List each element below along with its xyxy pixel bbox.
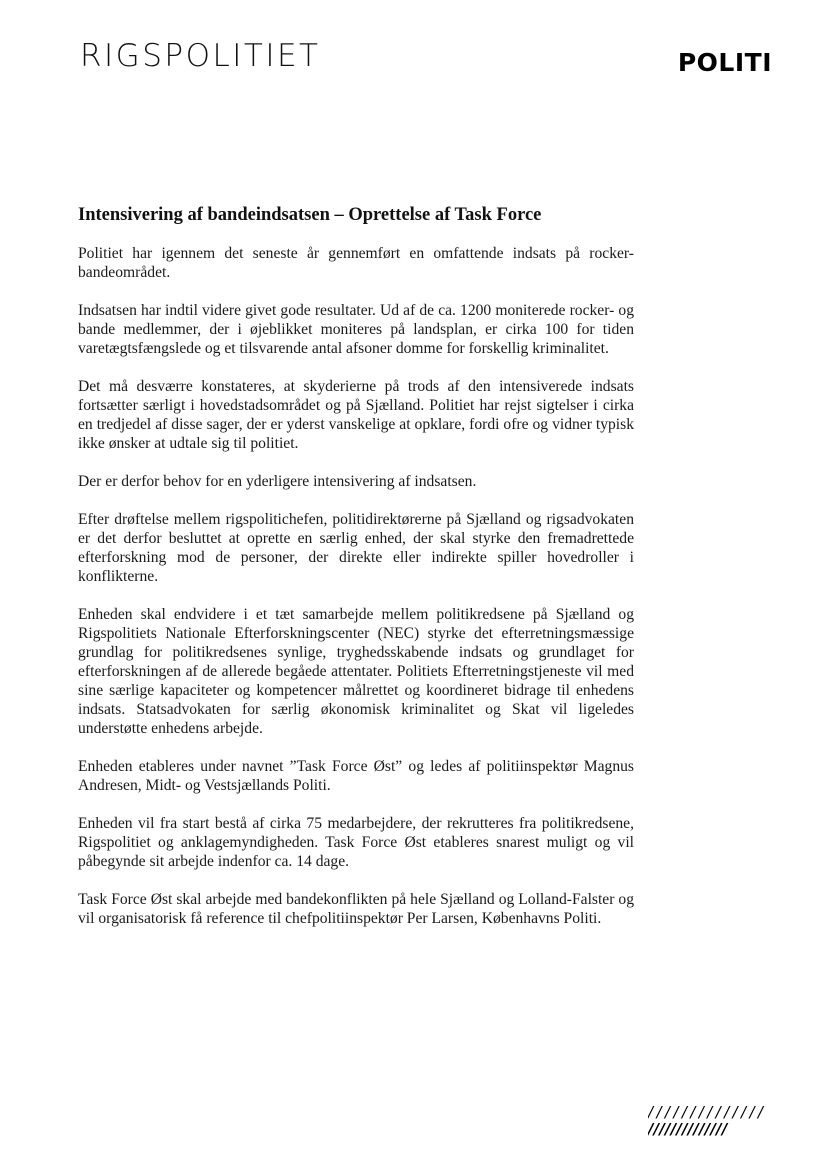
paragraph: Politiet har igennem det seneste år gennemført en omfattende indsats på rocker-bandeområdet.: [78, 245, 634, 281]
document-body: [78, 206, 634, 947]
paragraph: Indsatsen har indtil videre givet gode resultater. Ud af de ca. 1200 moniterede rocker- og bande medlemmer, der i øjeblikket moniteres på landsplan, er cirka 100 for tiden varetægtsfængslede og et tilsvarende antal afsoner domme for forskellig kriminalitet.: [78, 302, 634, 357]
paragraph: Enheden skal endvidere i et tæt samarbejde mellem politikredsene på Sjælland og Rigspolitiets Nationale Efterforskningscenter (NEC) styrke det efterretningsmæssige grundlag for politikredsenes synlige, tryghedsskabende indsats og grundlaget for efterforskningen af de allerede begåede attentater. Politiets Efterretningstjeneste vil med sine særlige kapaciteter og kompetencer målrettet og koordineret bidrage til enhedens indsats. Statsadvokaten for særlig økonomisk kriminalitet og Skat vil ligeledes understøtte enhedens arbejde.: [78, 606, 634, 737]
organization-name: RIGSPOLITIET: [80, 38, 321, 74]
paragraph: Task Force Øst skal arbejde med bandekonflikten på hele Sjælland og Lolland-Falster og vil organisatorisk få reference til chefpolitiinspektør Per Larsen, Københavns Politi.: [78, 891, 634, 927]
paragraph: Der er derfor behov for en yderligere intensivering af indsatsen.: [78, 473, 477, 490]
footer-stripe-bold: //////////////: [648, 1120, 728, 1138]
paragraph: Det må desværre konstateres, at skyderierne på trods af den intensiverede indsats fortsætter særligt i hovedstadsområdet og på Sjælland. Politiet har rejst sigtelser i cirka en tredjedel af disse sager, der er yderst vanskelige at opklare, fordi ofre og vidner typisk ikke ønsker at udtale sig til politiet.: [78, 378, 634, 452]
document-title: Intensivering af bandeindsatsen – Oprettelse af Task Force: [78, 205, 542, 225]
politi-logo: POLITI: [677, 48, 772, 77]
paragraph: Efter drøftelse mellem rigspolitichefen, politidirektørerne på Sjælland og rigsadvokaten er det derfor besluttet at oprette en særlig enhed, der skal styrke den fremadrettede efterforskning mod de personer, der direkte eller indirekte spiller hovedroller i konflikterne.: [78, 511, 634, 585]
paragraph: Enheden vil fra start bestå af cirka 75 medarbejdere, der rekrutteres fra politikredsene, Rigspolitiet og anklagemyndigheden. Task Force Øst etableres snarest muligt og vil påbegynde sit arbejde indenfor ca. 14 dage.: [78, 815, 634, 870]
paragraph: Enheden etableres under navnet ”Task Force Øst” og ledes af politiinspektør Magnus Andresen, Midt- og Vestsjællands Politi.: [78, 758, 634, 794]
footer-stripe-thin: //////////////: [648, 1103, 767, 1121]
